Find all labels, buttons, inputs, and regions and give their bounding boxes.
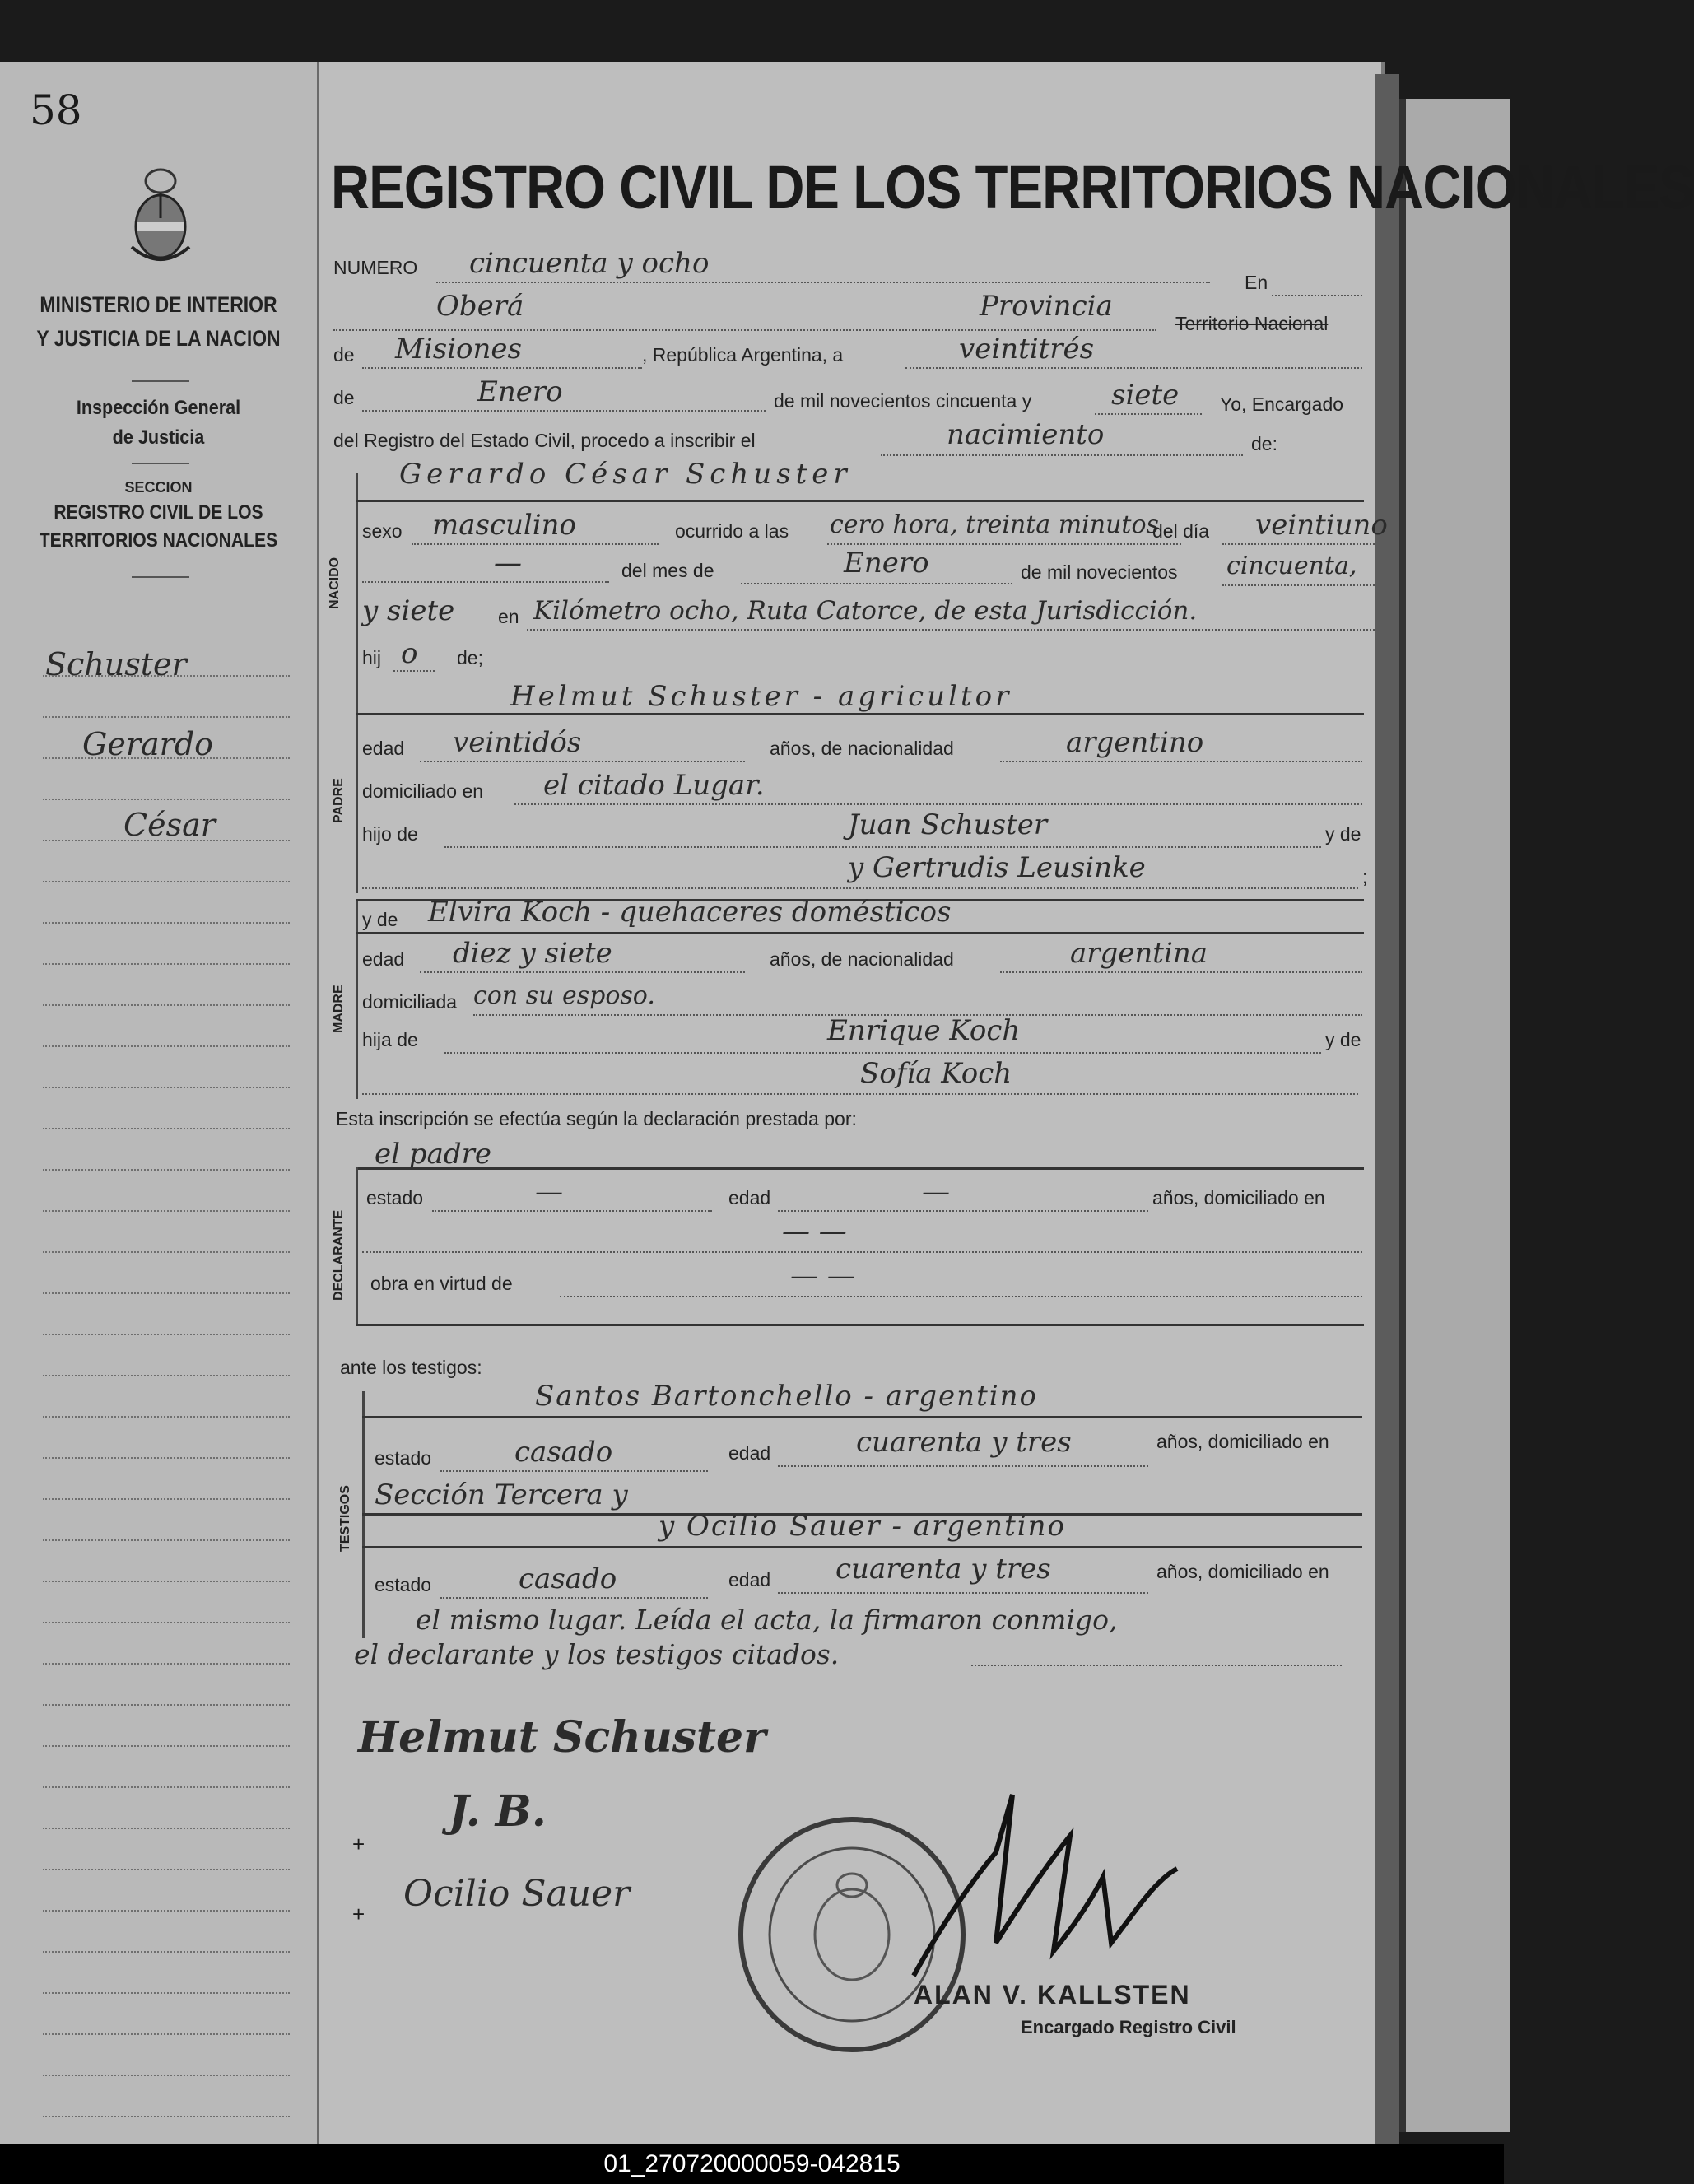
padre-edad-label: edad <box>362 738 405 759</box>
siete-value: y siete <box>362 594 455 627</box>
field-rule <box>356 500 1364 502</box>
field-rule <box>362 1546 1362 1548</box>
left-page-margin <box>0 62 319 2144</box>
closing-line1: el mismo lugar. Leída el acta, la firmaron conmigo, <box>416 1604 1118 1636</box>
madre-parent2-value: Sofía Koch <box>860 1057 1012 1090</box>
field-line <box>362 887 1358 889</box>
signature-witness1: J. B. <box>449 1786 547 1837</box>
field-line <box>362 367 642 369</box>
declarante-edad-value: — <box>922 1176 950 1208</box>
field-line <box>1272 295 1362 296</box>
madre-edad-value: diez y siete <box>453 937 612 970</box>
field-line <box>905 367 1362 369</box>
province-value: Misiones <box>395 333 522 366</box>
madre-domicilio-label: domiciliada <box>362 991 458 1013</box>
field-line <box>444 846 1321 848</box>
coat-of-arms-icon <box>123 156 198 272</box>
en-place-label: en <box>498 606 519 627</box>
sexo-value: masculino <box>432 509 577 542</box>
testigos-intro: ante los testigos: <box>340 1357 482 1378</box>
dia-value: veintiuno <box>1255 509 1388 542</box>
testigo2-edad-value: cuarenta y tres <box>835 1553 1051 1586</box>
testigo1-edad-label: edad <box>728 1442 771 1464</box>
closing-line2: el declarante y los testigos citados. <box>354 1638 840 1670</box>
proceed-label: del Registro del Estado Civil, procedo a inscribir el <box>333 430 756 451</box>
document-id-bar: 01_270720000059-042815 <box>0 2144 1504 2184</box>
madre-nacionalidad-value: argentina <box>1070 937 1208 970</box>
sexo-label: sexo <box>362 520 403 542</box>
declarante-value: el padre <box>375 1138 491 1171</box>
testigo1-anos-label: años, domiciliado en <box>1156 1431 1329 1452</box>
padre-domicilio-value: el citado Lugar. <box>543 769 765 802</box>
madre-section-label: MADRE <box>332 985 346 1033</box>
field-line <box>420 971 745 973</box>
declaracion-intro: Esta inscripción se efectúa según la declaración prestada por: <box>336 1108 857 1129</box>
field-line <box>436 282 1210 283</box>
field-line <box>1222 543 1375 545</box>
field-line <box>1000 971 1362 973</box>
document-title: REGISTRO CIVIL DE LOS TERRITORIOS NACIONALES <box>331 153 1694 221</box>
section-bar <box>356 1167 358 1324</box>
official-name: ALAN V. KALLSTEN <box>914 1980 1191 2009</box>
testigo1-estado-label: estado <box>375 1447 432 1469</box>
inspection-header <box>0 397 317 449</box>
field-line <box>440 1597 708 1599</box>
divider <box>132 576 189 578</box>
mil-value: cincuenta, <box>1226 552 1357 580</box>
testigo2-anos-label: años, domiciliado en <box>1156 1561 1329 1582</box>
declarante-estado-label: estado <box>366 1187 424 1208</box>
de3-label: de: <box>1251 433 1277 454</box>
field-line <box>333 329 1156 331</box>
field-line <box>412 543 659 545</box>
numero-value: cincuenta y ocho <box>469 247 710 280</box>
padre-name: Helmut Schuster - agricultor <box>510 680 1012 713</box>
madre-y-de-label: y de <box>362 909 398 930</box>
padre-hijo-de-label: hijo de <box>362 823 418 845</box>
ministry-line1: MINISTERIO DE INTERIOR <box>40 292 277 317</box>
lugar-value: Kilómetro ocho, Ruta Catorce, de esta Jurisdicción. <box>533 596 1198 626</box>
field-line <box>432 1210 712 1212</box>
declarante-estado-value: — <box>535 1176 563 1208</box>
year-value: siete <box>1111 379 1180 412</box>
declarante-section-label: DECLARANTE <box>332 1209 346 1301</box>
declarante-extra-value: — — <box>782 1215 847 1248</box>
field-line <box>444 1052 1321 1054</box>
mes-label: del mes de <box>621 560 714 581</box>
padre-y-de-label: y de <box>1325 823 1361 845</box>
madre-domicilio-value: con su esposo. <box>473 981 655 1010</box>
field-line <box>527 629 1375 631</box>
field-line <box>1222 584 1375 586</box>
inspection-line2: de Justicia <box>112 426 205 449</box>
ministry-header <box>0 292 317 352</box>
field-line <box>362 1093 1358 1095</box>
book-binding <box>1375 74 1399 2149</box>
field-line <box>881 454 1243 456</box>
official-signature-icon <box>889 1778 1185 1992</box>
field-line <box>741 583 1012 584</box>
field-line <box>827 543 1181 545</box>
del-dia-label: del día <box>1152 520 1210 542</box>
mes-value: Enero <box>844 547 929 580</box>
field-line <box>560 1296 1362 1297</box>
madre-hija-de-label: hija de <box>362 1029 418 1050</box>
provincia-value: Provincia <box>980 290 1113 323</box>
inspection-line1: Inspección General <box>76 397 241 419</box>
field-line <box>362 1251 1362 1253</box>
numero-label: NUMERO <box>333 257 418 278</box>
signature-mark: + <box>352 1832 365 1856</box>
official-title: Encargado Registro Civil <box>1021 2017 1236 2037</box>
nacido-name: Gerardo César Schuster <box>399 458 852 491</box>
padre-edad-value: veintidós <box>453 726 582 759</box>
divider <box>132 463 189 464</box>
margin-second-name: César <box>123 807 216 843</box>
field-rule <box>356 713 1364 715</box>
testigos-section-label: TESTIGOS <box>338 1485 352 1552</box>
section-header <box>0 479 317 552</box>
hijo-label: hij <box>362 647 382 668</box>
testigo2-estado-label: estado <box>375 1574 432 1595</box>
testigo2-estado-value: casado <box>519 1562 617 1595</box>
next-page-edge <box>1399 99 1510 2132</box>
madre-parent1-value: Enrique Koch <box>827 1014 1021 1047</box>
place-value: Oberá <box>436 290 524 323</box>
field-line <box>778 1210 1148 1212</box>
day-value: veintitrés <box>959 333 1095 366</box>
margin-surname: Schuster <box>45 646 187 682</box>
field-line <box>362 410 766 412</box>
padre-parent1-value: Juan Schuster <box>848 808 1048 841</box>
mil-label: de mil novecientos <box>1021 561 1178 583</box>
field-line <box>971 1665 1342 1666</box>
hora-value: cero hora, treinta minutos <box>830 510 1159 539</box>
madre-edad-label: edad <box>362 948 405 970</box>
hijo-value: o <box>401 637 418 670</box>
en-label: En <box>1245 272 1268 293</box>
obra-label: obra en virtud de <box>370 1273 513 1294</box>
section-bar <box>356 901 358 1099</box>
padre-semicolon: ; <box>1362 866 1368 887</box>
padre-domicilio-label: domiciliado en <box>362 780 484 802</box>
field-line <box>393 670 435 672</box>
padre-nacionalidad-value: argentino <box>1066 726 1204 759</box>
field-rule <box>362 1416 1362 1418</box>
section-line1: REGISTRO CIVIL DE LOS <box>54 501 263 524</box>
signature-witness2: Ocilio Sauer <box>403 1873 631 1915</box>
section-bar <box>356 473 358 687</box>
declarante-edad-label: edad <box>728 1187 771 1208</box>
republica-label: , República Argentina, a <box>642 344 844 366</box>
signature-mark: + <box>352 1902 365 1926</box>
field-rule <box>356 932 1364 934</box>
padre-section-label: PADRE <box>332 778 346 823</box>
divider <box>132 380 189 382</box>
field-line <box>362 581 609 583</box>
field-line <box>1000 761 1362 762</box>
field-line <box>778 1465 1148 1467</box>
testigo1-estado-value: casado <box>514 1436 613 1469</box>
declarante-anos-label: años, domiciliado en <box>1152 1187 1325 1208</box>
testigo1-name: Santos Bartonchello - argentino <box>535 1380 1038 1413</box>
madre-name: Elvira Koch - quehaceres domésticos <box>428 896 952 929</box>
section-line2: TERRITORIOS NACIONALES <box>39 529 278 552</box>
ocurrido-label: ocurrido a las <box>675 520 789 542</box>
madre-anos-label: años, de nacionalidad <box>770 948 954 970</box>
nacido-section-label: NACIDO <box>328 556 342 609</box>
page-number: 58 <box>30 86 82 134</box>
margin-first-name: Gerardo <box>82 726 214 762</box>
testigo2-name: y Ocilio Sauer - argentino <box>659 1510 1066 1543</box>
dash-value: — <box>494 547 522 580</box>
testigo1-domicilio-value: Sección Tercera y <box>375 1479 628 1511</box>
field-rule <box>356 1167 1364 1170</box>
padre-parent2-value: y Gertrudis Leusinke <box>848 851 1146 884</box>
padre-anos-label: años, de nacionalidad <box>770 738 954 759</box>
field-rule <box>356 1324 1364 1326</box>
de2-label: de <box>333 387 355 408</box>
month-value: Enero <box>477 375 563 408</box>
territorio-label: Territorio Nacional <box>1175 313 1329 334</box>
year-label: de mil novecientos cincuenta y <box>774 390 1032 412</box>
obra-value: — — <box>790 1260 855 1292</box>
testigo2-edad-label: edad <box>728 1569 771 1590</box>
field-line <box>440 1470 708 1472</box>
field-line <box>514 803 1362 805</box>
yo-label: Yo, Encargado <box>1220 393 1344 415</box>
field-line <box>778 1592 1148 1594</box>
section-label: SECCION <box>124 479 193 496</box>
de-label: de <box>333 344 355 366</box>
field-line <box>420 761 745 762</box>
signature-father: Helmut Schuster <box>358 1712 766 1763</box>
ministry-line2: Y JUSTICIA DE LA NACION <box>36 326 281 351</box>
testigo1-edad-value: cuarenta y tres <box>856 1426 1072 1459</box>
field-line <box>1095 413 1202 415</box>
act-value: nacimiento <box>947 418 1105 451</box>
de-semicolon-label: de; <box>457 647 483 668</box>
madre-y-de-label-2: y de <box>1325 1029 1361 1050</box>
